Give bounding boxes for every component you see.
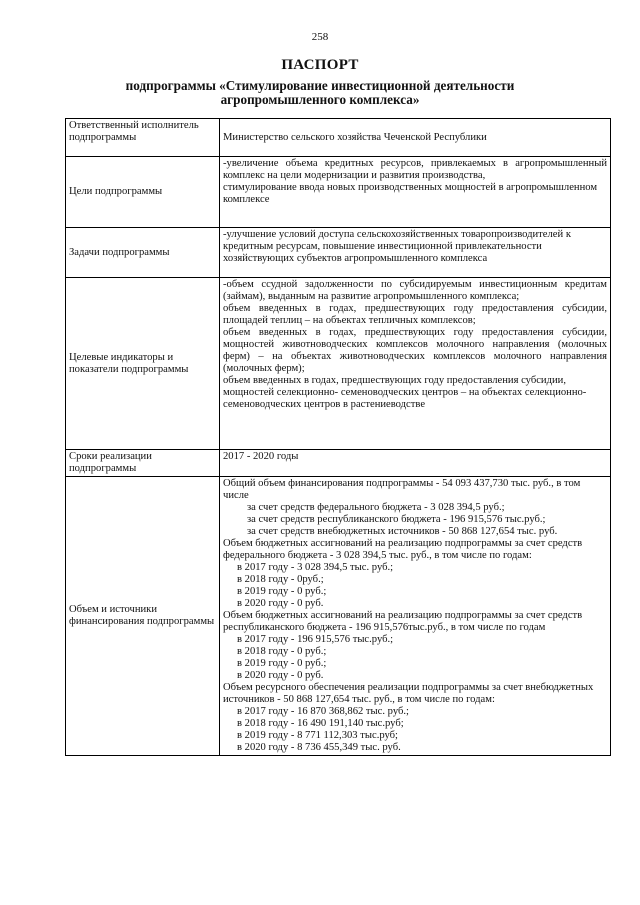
funding-line: за счет средств республиканского бюджета - 196 915,576 тыс.руб.; [247, 514, 546, 525]
row-funding [66, 477, 611, 756]
indicators-label: Целевые индикаторы и показатели подпрограммы [66, 278, 220, 450]
page-number: 258 [311, 31, 329, 43]
terms-label: Сроки реализации подпрограммы [66, 450, 220, 477]
funding-line: в 2020 году - 8 736 455,349 тыс. руб. [237, 742, 401, 753]
funding-line: в 2018 году - 0 руб.; [237, 646, 327, 657]
goals-value [220, 157, 611, 228]
document-subtitle [60, 79, 580, 107]
tasks-label: Задачи подпрограммы [66, 228, 220, 278]
indicators-value [220, 278, 611, 450]
funding-line: в 2017 году - 16 870 368,862 тыс. руб.; [237, 706, 409, 717]
funding-line: Общий объем финансирования подпрограммы - 54 093 437,730 тыс. руб., в том числе [223, 478, 583, 501]
row-goals [66, 157, 611, 228]
indicators-line: объем введенных в годах, предшествующих году предоставления субсидии, мощностей животноводческих комплексов молочного направления (молочных ферм) – на объектах животноводческих комплексов молочного направления (молочных ферм); [223, 327, 610, 374]
funding-line: Объем бюджетных ассигнований на реализацию подпрограммы за счет средств республиканского бюджета - 196 915,576тыс.руб., в том числе по годам [223, 610, 585, 633]
subtitle-line-2: агропромышленного комплекса» [220, 92, 420, 107]
funding-line: за счет средств федерального бюджета - 3 028 394,5 руб.; [247, 502, 505, 513]
goals-label: Цели подпрограммы [66, 157, 220, 228]
funding-line: Объем бюджетных ассигнований на реализацию подпрограммы за счет средств федерального бюджета - 3 028 394,5 тыс. руб., в том числе по годам: [223, 538, 585, 561]
passport-table [65, 118, 611, 756]
funding-line: в 2017 году - 3 028 394,5 тыс. руб.; [237, 562, 394, 573]
funding-line: в 2020 году - 0 руб. [237, 670, 324, 681]
subtitle-line-1: подпрограммы «Стимулирование инвестиционной деятельности [125, 78, 515, 93]
indicators-line: объем введенных в годах, предшествующих году предоставления субсидии, мощностей селекционно- семеноводческих центров – на объектах селекционно-семеноводческих центров в растениеводстве [223, 375, 587, 410]
responsible-value: Министерство сельского хозяйства Чеченской Республики [220, 119, 611, 157]
funding-line: за счет средств внебюджетных источников - 50 868 127,654 тыс. руб. [247, 526, 558, 537]
indicators-line: -объем ссудной задолженности по субсидируемым инвестиционным кредитам (займам), выданным на развитие агропромышленного комплекса; [223, 279, 610, 302]
funding-line: в 2017 году - 196 915,576 тыс.руб.; [237, 634, 394, 645]
funding-line: в 2019 году - 8 771 112,303 тыс.руб; [237, 730, 398, 741]
funding-line: Объем ресурсного обеспечения реализации подпрограммы за счет внебюджетных источников - 50 868 127,654 тыс. руб., в том числе по годам: [223, 682, 597, 705]
funding-line: в 2019 году - 0 руб.; [237, 658, 327, 669]
funding-label: Объем и источники финансирования подпрограммы [66, 477, 220, 756]
row-indicators [66, 278, 611, 450]
funding-line: в 2018 году - 16 490 191,140 тыс.руб; [237, 718, 404, 729]
tasks-line: -улучшение условий доступа сельскохозяйственных товаропроизводителей к кредитным ресурсам, повышение инвестиционной привлекательности хозяйствующих субъектов агропромышленного комплекса [223, 229, 574, 264]
funding-line: в 2018 году - 0руб.; [237, 574, 324, 585]
row-terms [66, 450, 611, 477]
responsible-label: Ответственный исполнитель подпрограммы [66, 119, 220, 157]
row-responsible [66, 119, 611, 157]
funding-value [220, 477, 611, 756]
indicators-line: объем введенных в годах, предшествующих году предоставления субсидии, площадей теплиц – на объектах тепличных комплексов; [223, 303, 610, 326]
funding-line: в 2020 году - 0 руб. [237, 598, 324, 609]
funding-line: в 2019 году - 0 руб.; [237, 586, 327, 597]
terms-value: 2017 - 2020 годы [220, 450, 611, 477]
goals-line: стимулирование ввода новых производственных мощностей в агропромышленном комплексе [223, 182, 600, 205]
row-tasks [66, 228, 611, 278]
tasks-value [220, 228, 611, 278]
document-title: ПАСПОРТ [281, 57, 359, 73]
goals-line: -увеличение объема кредитных ресурсов, привлекаемых в агропромышленный комплекс на цели модернизации и развития производства, [223, 158, 610, 181]
